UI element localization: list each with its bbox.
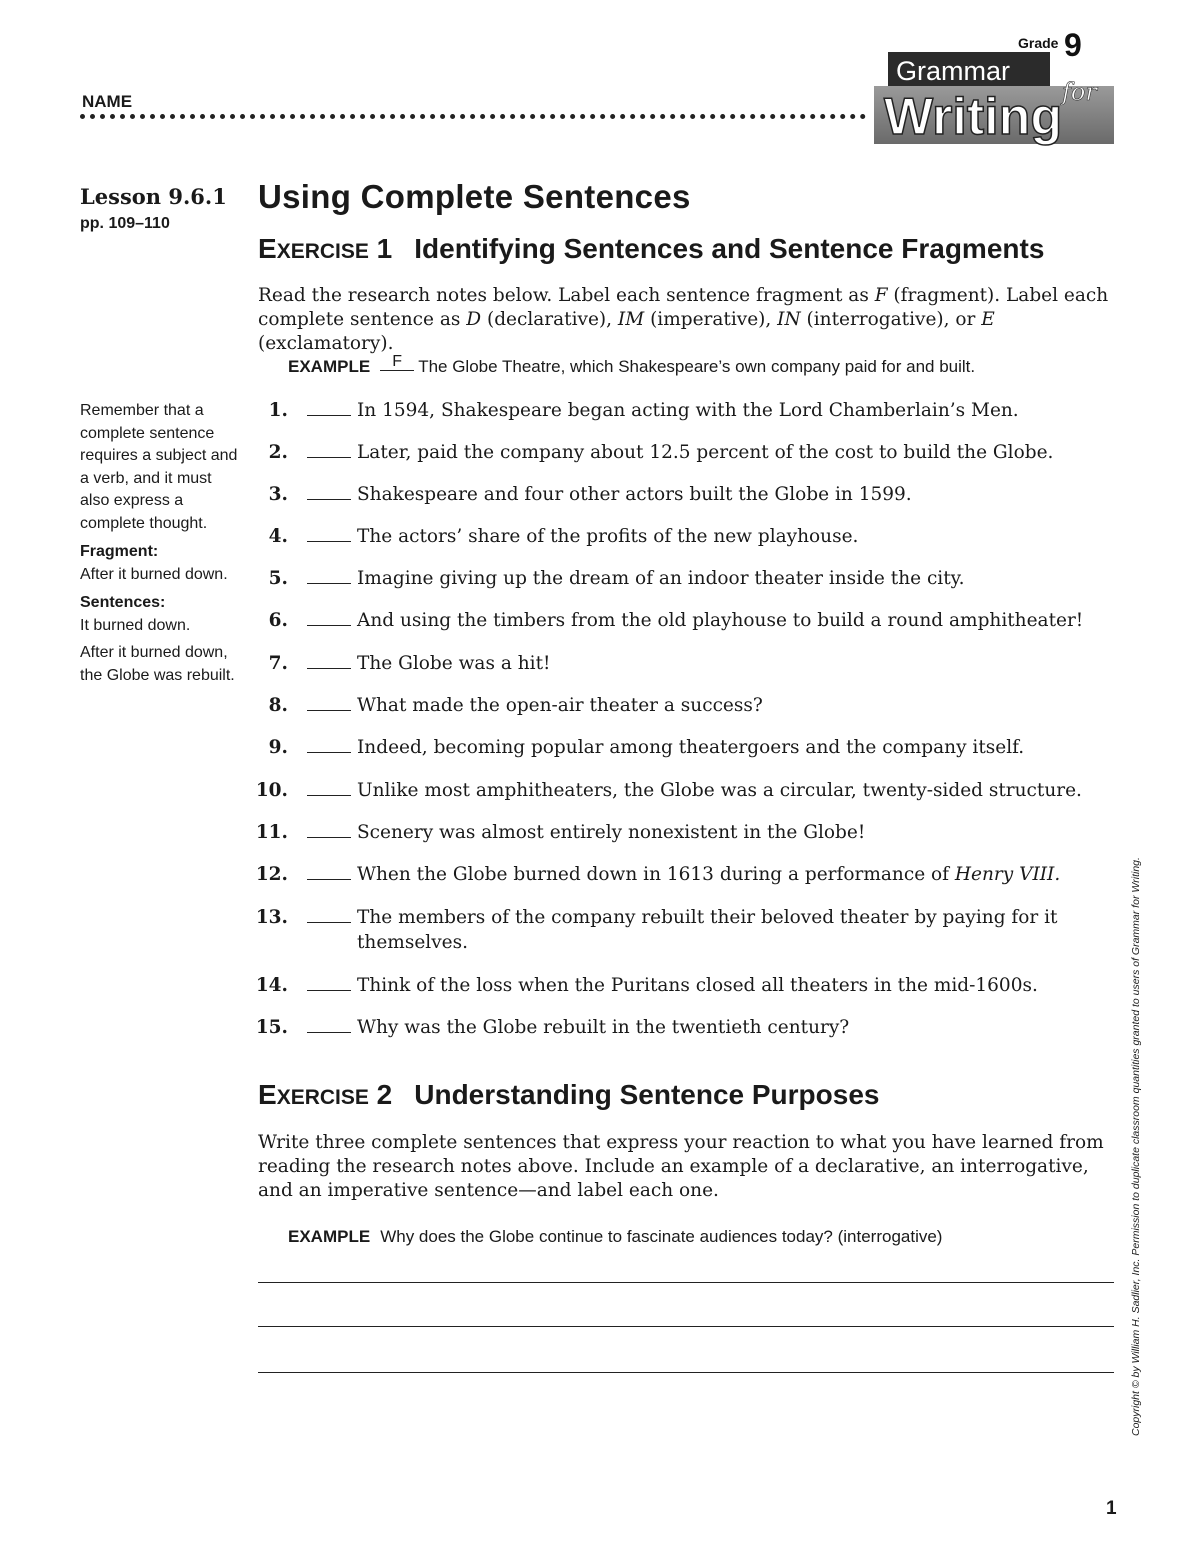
answer-line-3[interactable]	[258, 1372, 1114, 1373]
exercise-1-instructions: Read the research notes below. Label each sentence fragment as F (fragment). Label each complete sentence as D (declarative), IM (imperative), IN (interrogative), or E (exclamatory).	[258, 285, 1109, 354]
example-answer: F	[380, 354, 414, 371]
item-number: 14.	[255, 975, 288, 996]
logo-for-text: for	[1062, 78, 1097, 106]
item-text: The members of the company rebuilt their beloved theater by paying for it themselves.	[357, 907, 1058, 953]
item-text: Imagine giving up the dream of an indoor theater inside the city.	[357, 568, 965, 589]
item-number: 10.	[255, 780, 288, 801]
answer-blank[interactable]	[307, 541, 351, 542]
item-number: 13.	[255, 907, 288, 928]
exercise-item	[255, 905, 1115, 955]
item-text: The actors’ share of the profits of the new playhouse.	[357, 526, 859, 547]
item-number: 15.	[255, 1017, 288, 1038]
answer-blank[interactable]	[307, 752, 351, 753]
answer-blank[interactable]	[307, 625, 351, 626]
exercise-item	[255, 1015, 1115, 1040]
sidebar-tip	[80, 400, 242, 687]
logo-grade-label: Grade	[1018, 35, 1059, 51]
logo-writing-text: Writing	[884, 88, 1063, 146]
exercise-item	[255, 566, 1115, 591]
answer-blank[interactable]	[307, 710, 351, 711]
exercise-item	[255, 608, 1115, 633]
exercise-item	[255, 820, 1115, 845]
item-number: 1.	[268, 400, 288, 421]
item-text: What made the open-air theater a success?	[357, 695, 763, 716]
logo-grammar-text: Grammar	[896, 56, 1010, 86]
item-number: 11.	[255, 822, 288, 843]
item-number: 8.	[268, 695, 288, 716]
answer-line-2[interactable]	[258, 1326, 1114, 1327]
exercise-1-heading: EXERCISE 1 Identifying Sentences and Sentence Fragments	[258, 233, 1045, 264]
item-text: Scenery was almost entirely nonexistent in the Globe!	[357, 822, 866, 843]
answer-blank[interactable]	[307, 1032, 351, 1033]
item-number: 9.	[268, 737, 288, 758]
answer-blank[interactable]	[307, 583, 351, 584]
item-text: Indeed, becoming popular among theatergoers and the company itself.	[357, 737, 1025, 758]
item-number: 6.	[268, 610, 288, 631]
exercise-2-example	[288, 1227, 942, 1247]
answer-blank[interactable]	[307, 837, 351, 838]
tip-sentences-label: Sentences:	[80, 594, 166, 611]
answer-blank[interactable]	[307, 668, 351, 669]
exercise-item	[255, 778, 1115, 803]
grammar-for-writing-logo	[870, 28, 1132, 166]
exercise-item	[255, 524, 1115, 549]
item-number: 4.	[268, 526, 288, 547]
tip-sentence-1: It burned down.	[80, 616, 191, 634]
item-number: 7.	[268, 653, 288, 674]
exercise-2-heading: EXERCISE 2 Understanding Sentence Purposes	[258, 1079, 880, 1110]
lesson-number: Lesson 9.6.1	[80, 184, 227, 209]
item-text: Why was the Globe rebuilt in the twentieth century?	[357, 1017, 850, 1038]
answer-blank[interactable]	[307, 795, 351, 796]
item-text: Unlike most amphitheaters, the Globe was a circular, twenty-sided structure.	[357, 780, 1082, 801]
example-label: EXAMPLE	[288, 357, 371, 376]
copyright-notice: Copyright © by William H. Sadlier, Inc. Permission to duplicate classroom quantities granted to users of Grammar for Writing.	[1130, 857, 1142, 1436]
exercise-item	[255, 398, 1115, 423]
exercise-item	[255, 440, 1115, 465]
page-title: Using Complete Sentences	[258, 178, 691, 215]
item-text: Shakespeare and four other actors built the Globe in 1599.	[357, 484, 912, 505]
item-number: 5.	[268, 568, 288, 589]
item-text: Later, paid the company about 12.5 percent of the cost to build the Globe.	[357, 442, 1054, 463]
tip-fragment-label: Fragment:	[80, 543, 159, 560]
item-text: When the Globe burned down in 1613 during a performance of Henry VIII.	[357, 864, 1061, 885]
logo-grade-number: 9	[1064, 28, 1082, 63]
item-text: And using the timbers from the old playhouse to build a round amphitheater!	[357, 610, 1084, 631]
answer-blank[interactable]	[307, 879, 351, 880]
tip-intro: Remember that a complete sentence requires a subject and a verb, and it must also express a complete thought.	[80, 402, 238, 532]
example-text: The Globe Theatre, which Shakespeare’s own company paid for and built.	[418, 357, 976, 376]
answer-blank[interactable]	[307, 922, 351, 923]
answer-blank[interactable]	[307, 499, 351, 500]
item-number: 12.	[255, 864, 288, 885]
exercise-1-example	[288, 353, 976, 377]
page-number: 1	[1106, 1498, 1117, 1519]
name-write-line[interactable]	[80, 114, 866, 119]
exercise-item	[255, 862, 1115, 887]
example-label: EXAMPLE	[288, 1227, 371, 1246]
item-number: 2.	[268, 442, 288, 463]
exercise-item	[255, 482, 1115, 507]
answer-blank[interactable]	[307, 990, 351, 991]
exercise-item	[255, 973, 1115, 998]
tip-sentence-2: After it burned down, the Globe was rebuilt.	[80, 644, 235, 684]
example-text: Why does the Globe continue to fascinate audiences today? (interrogative)	[380, 1227, 943, 1246]
item-text: Think of the loss when the Puritans closed all theaters in the mid-1600s.	[357, 975, 1038, 996]
exercise-item	[255, 735, 1115, 760]
answer-blank[interactable]	[307, 415, 351, 416]
answer-line-1[interactable]	[258, 1282, 1114, 1283]
item-text: The Globe was a hit!	[357, 653, 551, 674]
answer-blank[interactable]	[307, 457, 351, 458]
exercise-item	[255, 651, 1115, 676]
exercise-2-title: Understanding Sentence Purposes	[414, 1079, 880, 1110]
tip-fragment-text: After it burned down.	[80, 565, 228, 583]
exercise-1-title: Identifying Sentences and Sentence Fragments	[414, 233, 1045, 264]
name-label: NAME	[82, 92, 133, 111]
exercise-item	[255, 693, 1115, 718]
item-number: 3.	[268, 484, 288, 505]
item-text: In 1594, Shakespeare began acting with the Lord Chamberlain’s Men.	[357, 400, 1019, 421]
exercise-2-instructions: Write three complete sentences that express your reaction to what you have learned from reading the research notes above. Include an example of a declarative, an interrogative, and an imperative sentence—and label each one.	[258, 1132, 1104, 1201]
lesson-pages: pp. 109–110	[80, 215, 170, 232]
